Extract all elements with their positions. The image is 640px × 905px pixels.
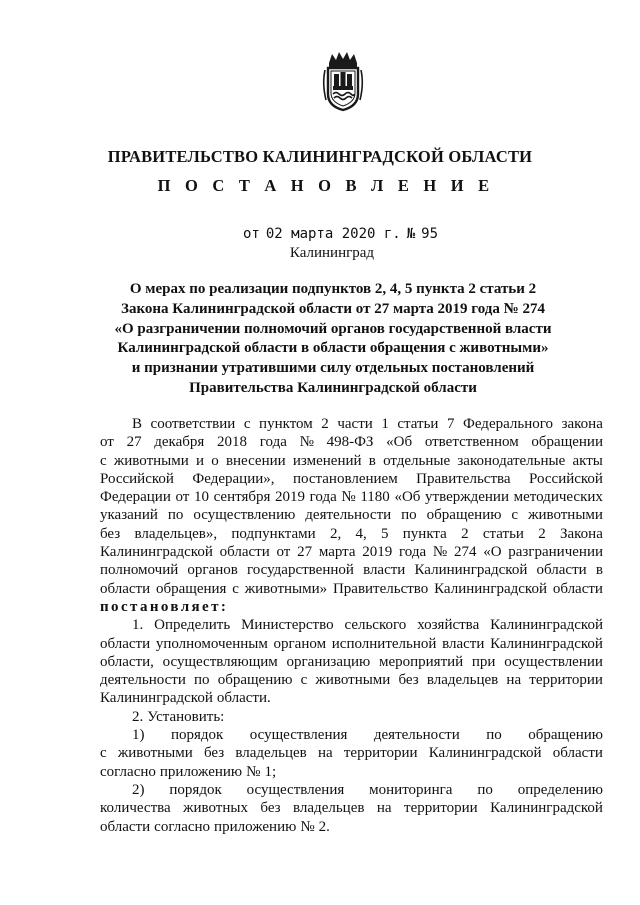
document-subject xyxy=(0,280,640,399)
body-line xyxy=(100,799,603,817)
body-word: обращению xyxy=(426,507,502,524)
body-line xyxy=(100,415,603,433)
body-word: приложению xyxy=(159,763,243,780)
body-line xyxy=(100,525,603,543)
body-word: владельцев xyxy=(426,672,499,689)
subject-line: и признании утратившими силу отдельных постановлений xyxy=(131,360,535,377)
body-word: территории xyxy=(343,745,418,762)
body-word: от xyxy=(100,434,114,451)
body-word: 2, xyxy=(329,525,342,542)
body-word: года xyxy=(259,434,287,451)
body-word: области. xyxy=(216,690,271,707)
body-word: пункта xyxy=(402,525,447,542)
body-word: декабря xyxy=(154,434,205,451)
body-word: мониторинга xyxy=(369,781,453,798)
body-word: указаний xyxy=(100,507,158,524)
body-word: № xyxy=(246,763,261,780)
body-word: закона xyxy=(561,416,603,432)
body-word: обращении xyxy=(531,434,603,451)
body-word: № xyxy=(432,544,448,561)
body-word: животными» xyxy=(244,580,328,597)
body-word: ответственном xyxy=(424,434,519,451)
body-word: исполнительной xyxy=(331,635,437,652)
city: Калининград xyxy=(289,245,375,261)
body-word: разграничении xyxy=(508,544,603,561)
body-word: территории xyxy=(404,800,478,817)
body-word: животными xyxy=(528,507,603,524)
number-label: № xyxy=(406,226,416,242)
body-word: количества xyxy=(100,800,171,817)
body-word: животными xyxy=(315,672,391,689)
body-word: № xyxy=(341,489,356,506)
body-word: 1. xyxy=(132,617,144,634)
body-word: Калининградской xyxy=(414,562,528,579)
body-line-text: постановляет: xyxy=(100,598,229,615)
body-word: обращению xyxy=(528,727,603,744)
date-line xyxy=(243,226,444,242)
body-word: по xyxy=(401,507,417,524)
body-word: сентября xyxy=(213,489,271,506)
body-word: соответствии xyxy=(150,416,236,432)
body-word: 2) xyxy=(132,781,145,798)
body-word: 1180 xyxy=(360,489,390,506)
body-word: 2018 xyxy=(217,434,248,451)
body-word: животными xyxy=(117,745,193,762)
body-word: 1 xyxy=(381,416,389,432)
body-word: изменений xyxy=(292,452,362,469)
body-word: Калининградской xyxy=(434,580,547,597)
body-word: органов xyxy=(187,562,238,579)
body-word: 2 xyxy=(461,525,469,542)
body-line xyxy=(100,452,603,470)
body-word: органом xyxy=(273,635,327,652)
body-word: утверждении xyxy=(425,489,509,506)
body-line xyxy=(100,653,603,671)
body-word: с xyxy=(232,580,239,597)
body-line xyxy=(100,470,603,488)
body-word: от xyxy=(175,489,190,506)
body-word: 2019 xyxy=(362,544,393,561)
body-word: по xyxy=(194,672,210,689)
body-line xyxy=(100,561,603,579)
body-word: деятельности xyxy=(373,727,460,744)
body-line xyxy=(100,708,603,726)
body-word: законодательные xyxy=(457,452,566,469)
body-word: 5 xyxy=(381,525,389,542)
body-word: с xyxy=(511,507,519,524)
body-word: области xyxy=(536,562,587,579)
body-line xyxy=(100,543,603,561)
body-word: области xyxy=(100,635,151,652)
subject-line: Правительства Калининградской области xyxy=(189,379,477,396)
body-word: В xyxy=(132,416,143,432)
body-word: 4, xyxy=(355,525,367,542)
subject-line: «О разграничении полномочий органов государственной власти xyxy=(114,320,552,337)
body-word: Российской xyxy=(100,470,174,487)
government-title: ПРАВИТЕЛЬСТВО КАЛИНИНГРАДСКОЙ ОБЛАСТИ xyxy=(107,147,533,166)
body-word: «О xyxy=(483,544,502,561)
body-line xyxy=(100,506,603,524)
body-word: с xyxy=(300,672,308,689)
body-line xyxy=(100,818,603,836)
body-word: Правительство xyxy=(332,580,429,597)
body-word: в xyxy=(595,562,603,579)
body-word: Калининградской xyxy=(100,544,213,561)
body-word: по xyxy=(486,727,502,744)
body-word: части xyxy=(337,416,373,432)
body-word: 1) xyxy=(132,727,145,744)
body-word: «Об xyxy=(386,434,413,451)
body-word: владельцев xyxy=(293,800,365,817)
body-word: 27 xyxy=(126,434,142,451)
body-word: мероприятий xyxy=(378,653,464,670)
body-word: владельцев», xyxy=(134,525,218,542)
body-word: области xyxy=(100,580,151,597)
body-word: области xyxy=(219,544,270,561)
body-word: по xyxy=(477,781,493,798)
body-word: статьи xyxy=(482,525,524,542)
body-word: области, xyxy=(100,653,154,670)
body-word: отдельные xyxy=(383,452,451,469)
body-word: с xyxy=(100,745,107,762)
body-word: осуществления xyxy=(246,781,345,798)
body-word: обращения xyxy=(155,580,227,597)
body-word: подпунктами xyxy=(231,525,316,542)
document-number: 95 xyxy=(421,226,439,242)
body-word: по xyxy=(167,507,184,524)
body-word: года xyxy=(399,544,427,561)
body-word: постановлением xyxy=(292,470,398,487)
body-word: на xyxy=(317,745,333,762)
body-word: без xyxy=(398,672,419,689)
body-word: Правительства xyxy=(416,470,511,487)
body-word: осуществления xyxy=(249,727,348,744)
body-word: области xyxy=(552,745,603,762)
body-line xyxy=(100,433,603,451)
body-word: без xyxy=(260,800,281,817)
body-line xyxy=(100,635,603,653)
body-word: Российской xyxy=(529,470,603,487)
body-word: владельцев xyxy=(235,745,307,762)
body-word: организацию xyxy=(286,653,371,670)
body-word: определению xyxy=(517,781,603,798)
body-word: Калининградской xyxy=(428,745,542,762)
body-word: Установить: xyxy=(147,708,225,725)
body-word: территории xyxy=(529,672,603,689)
body-word: области xyxy=(100,818,151,835)
subject-line: Закона Калининградской области от 27 марта 2019 года № 274 xyxy=(121,300,545,317)
body-line xyxy=(100,488,603,506)
body-word: Федерации», xyxy=(192,470,275,487)
body-word: государственной xyxy=(247,562,354,579)
body-word: животными xyxy=(113,452,189,469)
body-word: без xyxy=(100,525,121,542)
body-word: без xyxy=(203,745,225,762)
body-word: внесении xyxy=(225,452,286,469)
body-word: Калининградской xyxy=(100,690,213,707)
body-word: 2. xyxy=(132,708,144,725)
body-word: № xyxy=(300,818,315,835)
body-line xyxy=(100,598,603,616)
body-word: года xyxy=(309,489,337,506)
body-word: о xyxy=(211,452,219,469)
body-word: согласно xyxy=(154,818,211,835)
body-word: 1; xyxy=(264,763,277,780)
body-word: пунктом xyxy=(259,416,313,432)
body-word: животных xyxy=(183,800,248,817)
body-word: статьи xyxy=(397,416,439,432)
body-word: акты xyxy=(572,452,603,469)
body-word: осуществлению xyxy=(193,507,296,524)
body-word: порядок xyxy=(169,781,222,798)
body-word: сельского xyxy=(344,617,407,634)
body-line xyxy=(100,781,603,799)
body-word: полномочий xyxy=(100,562,179,579)
body-line xyxy=(100,671,603,689)
body-word: области xyxy=(552,580,603,597)
document-body xyxy=(100,415,603,836)
document-type: П О С Т А Н О В Л Е Н И Е xyxy=(157,176,495,195)
body-line xyxy=(100,689,603,707)
body-word: в xyxy=(368,452,376,469)
body-line xyxy=(100,744,603,762)
body-word: приложению xyxy=(214,818,297,835)
body-word: Определить xyxy=(154,617,231,634)
body-word: «Об xyxy=(394,489,421,506)
body-word: хозяйства xyxy=(417,617,480,634)
body-line xyxy=(100,616,603,634)
body-word: Федерации xyxy=(100,489,171,506)
body-word: на xyxy=(506,672,522,689)
body-word: 2 xyxy=(538,525,546,542)
body-word: Калининградской xyxy=(490,800,603,817)
body-word: 2. xyxy=(318,818,330,835)
body-word: 10 xyxy=(193,489,209,506)
coat-of-arms-icon xyxy=(320,50,366,112)
body-word: власти xyxy=(442,635,485,652)
subject-line: Калининградской области в области обращения с животными» xyxy=(117,340,549,357)
body-word: 7 xyxy=(446,416,455,432)
document-date: 02 марта 2020 г. xyxy=(265,226,401,242)
body-word: 2 xyxy=(321,416,329,432)
body-word: 498-ФЗ xyxy=(326,434,374,451)
body-word: с xyxy=(243,416,251,432)
body-line xyxy=(100,726,603,744)
body-word: 27 xyxy=(297,544,313,561)
body-word: Федерального xyxy=(463,416,554,432)
body-word: с xyxy=(100,452,107,469)
body-word: марта xyxy=(318,544,356,561)
date-prefix: от xyxy=(243,226,260,242)
body-word: уполномоченным xyxy=(155,635,268,652)
body-word: деятельности xyxy=(100,672,186,689)
body-word: на xyxy=(376,800,392,817)
body-word: порядок xyxy=(170,727,224,744)
subject-line: О мерах по реализации подпунктов 2, 4, 5 пункта 2 статьи 2 xyxy=(129,281,537,297)
body-line xyxy=(100,580,603,598)
body-word: деятельности xyxy=(305,507,392,524)
body-word: согласно xyxy=(100,763,156,780)
body-word: Калининградской xyxy=(490,617,603,634)
body-word: осуществлении xyxy=(504,653,603,670)
body-word: Министерство xyxy=(241,617,334,634)
body-word: обращению xyxy=(217,672,293,689)
body-line xyxy=(100,763,603,781)
body-word: 2019 xyxy=(275,489,306,506)
body-word: Калининградской xyxy=(490,635,603,652)
body-word: осуществляющим xyxy=(162,653,278,670)
body-word: 274 xyxy=(453,544,477,561)
body-word: и xyxy=(195,452,204,469)
body-word: от xyxy=(276,544,291,561)
body-word: власти xyxy=(363,562,406,579)
body-word: при xyxy=(471,653,496,670)
body-word: методических xyxy=(513,489,603,506)
body-word: № xyxy=(299,434,314,451)
body-word: Закона xyxy=(559,525,603,542)
